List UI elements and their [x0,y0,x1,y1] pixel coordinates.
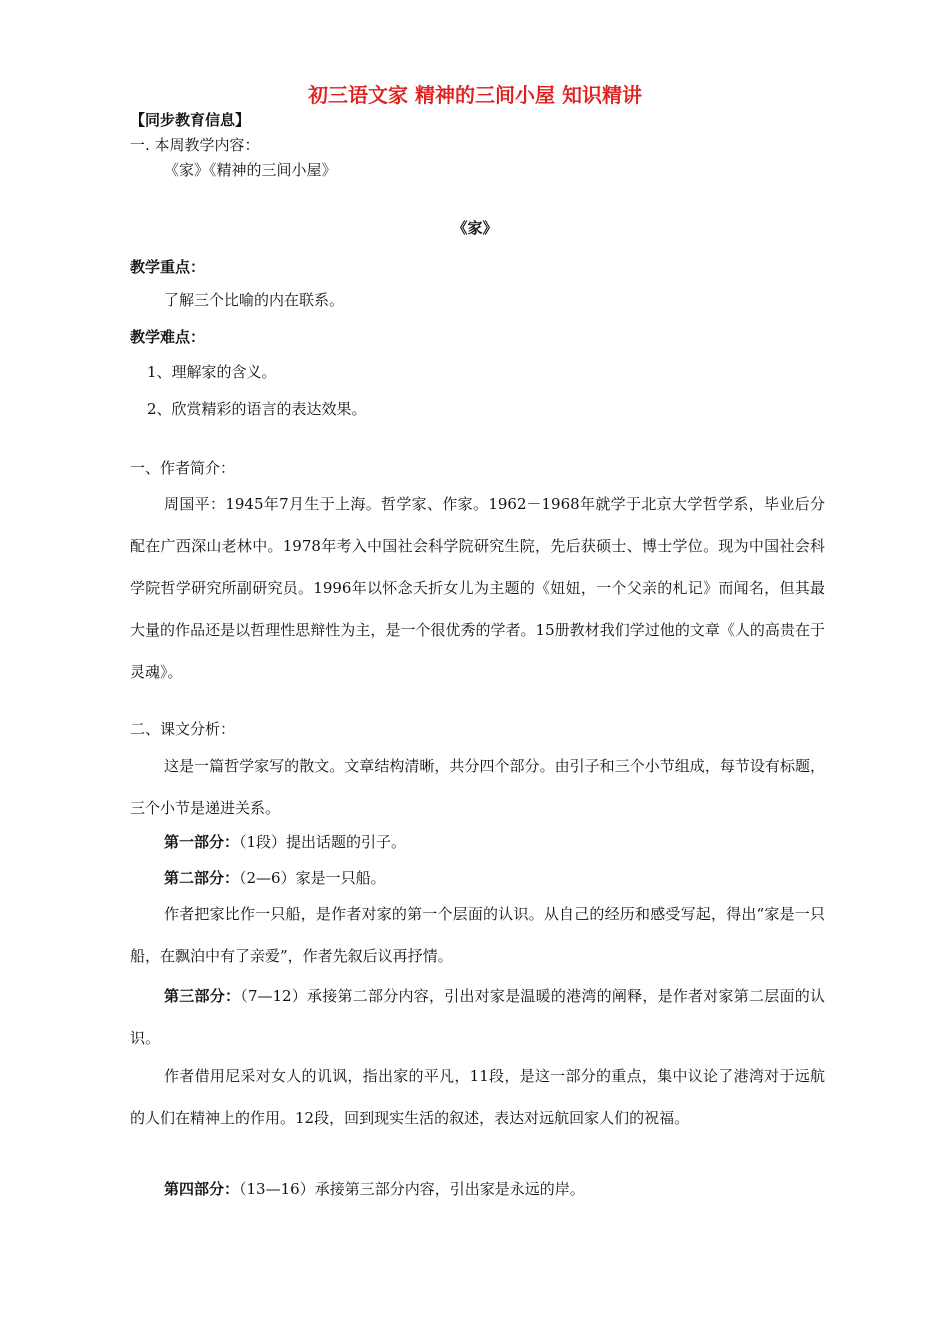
part1-line [164,832,406,852]
difficulty-heading: 教学难点： [130,328,206,346]
week-content-items: 《家》《精神的三间小屋》 [164,161,337,179]
part3-text: （7—12）承接第二部分内容，引出对家是温暖的港湾的阐释，是作者对家第二层面的认识。 [130,987,825,1047]
part4-label: 第四部分： [164,1180,240,1198]
part3-paragraph-heading [130,975,825,1059]
part4-line [164,1179,585,1199]
part3-label: 第三部分： [164,987,241,1005]
part2-line [164,868,386,888]
document-title: 初三语文家 精神的三间小屋 知识精讲 [308,83,642,107]
key-point-heading: 教学重点： [130,258,206,276]
part2-paragraph: 作者把家比作一只船，是作者对家的第一个层面的认识。从自己的经历和感受写起，得出“家是一只船，在飘泊中有了亲爱”，作者先叙后议再抒情。 [130,905,825,965]
part2-text: （2—6）家是一只船。 [239,869,386,887]
part1-label: 第一部分： [164,833,240,851]
author-heading: 一、作者简介： [130,459,236,477]
difficulty-item-2: 2、欣赏精彩的语言的表达效果。 [147,400,367,418]
week-content-heading: 一. 本周教学内容： [130,136,260,154]
part3-paragraph: 作者借用尼采对女人的讥讽，指出家的平凡，11段，是这一部分的重点，集中议论了港湾对于远航的人们在精神上的作用。12段，回到现实生活的叙述，表达对远航回家人们的祝福。 [130,1067,825,1127]
author-paragraph: 周国平：1945年7月生于上海。哲学家、作家。1962－1968年就学于北京大学哲学系，毕业后分配在广西深山老林中。1978年考入中国社会科学院研究生院，先后获硕士、博士学位。现为中国社会科学院哲学研究所副研究员。1996年以怀念夭折女儿为主题的《妞妞，一个父亲的札记》而闻名，但其最大量的作品还是以哲理性思辩性为主，是一个很优秀的学者。15册教材我们学过他的文章《人的高贵在于灵魂》。 [130,495,825,681]
section-title: 《家》 [452,219,498,237]
key-point-text: 了解三个比喻的内在联系。 [164,291,345,309]
part1-text: （1段）提出话题的引子。 [239,833,407,851]
part2-label: 第二部分： [164,869,240,887]
sync-info-heading: 【同步教育信息】 [130,111,251,129]
analysis-heading: 二、课文分析： [130,720,236,738]
part4-text: （13—16）承接第三部分内容，引出家是永远的岸。 [239,1180,585,1198]
difficulty-item-1: 1、理解家的含义。 [147,363,277,381]
analysis-intro-paragraph: 这是一篇哲学家写的散文。文章结构清晰，共分四个部分。由引子和三个小节组成，每节设有标题，三个小节是递进关系。 [130,757,825,817]
